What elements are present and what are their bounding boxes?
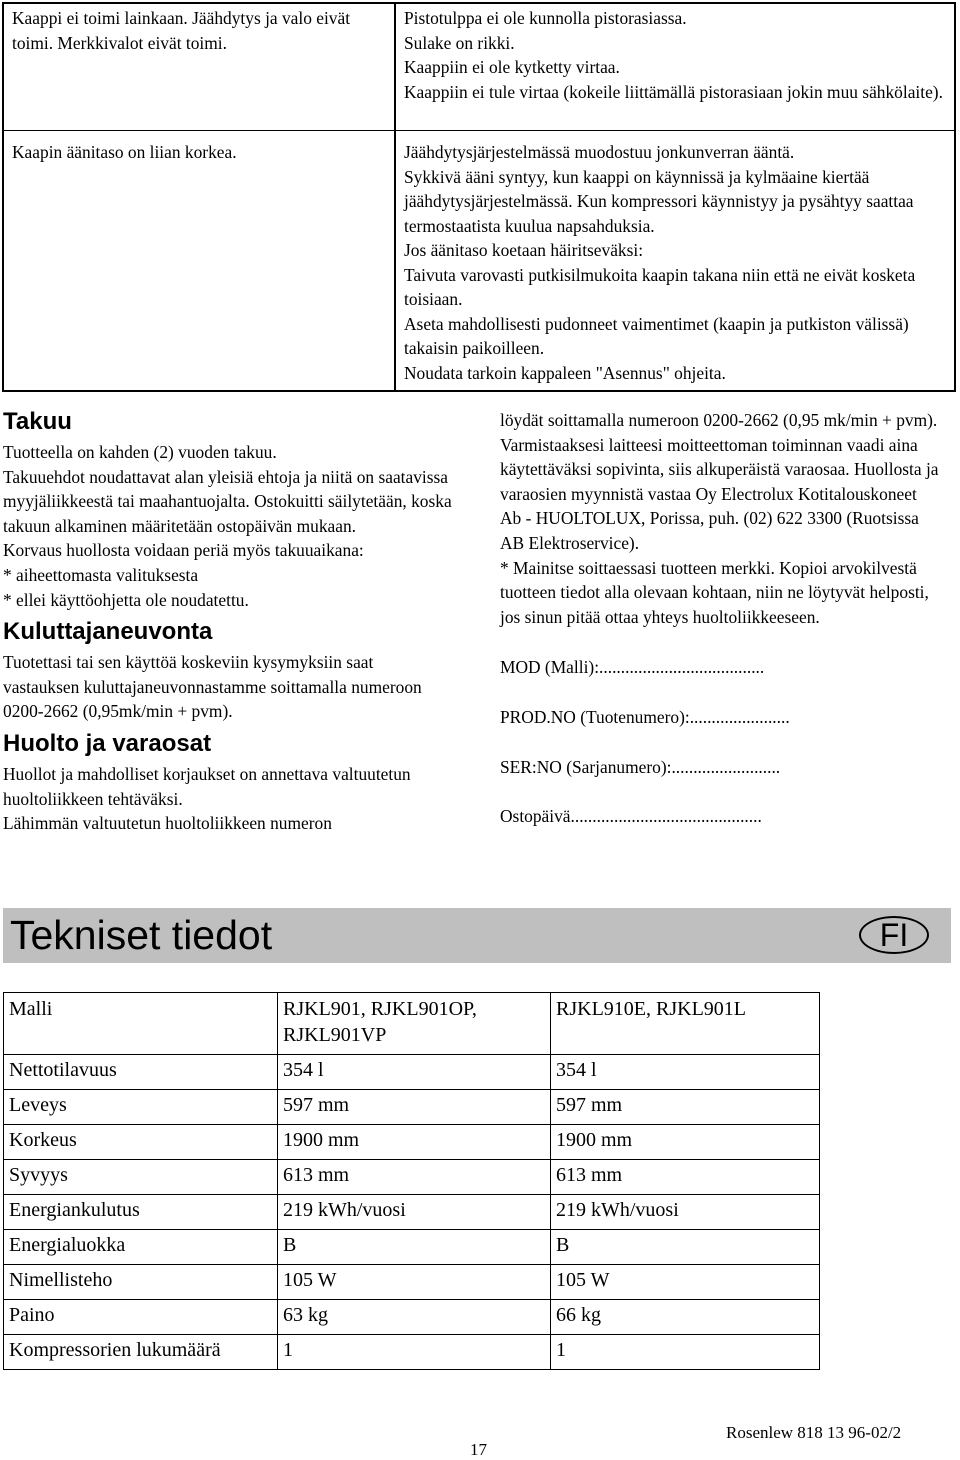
fix-item: Sykkivä ääni syntyy, kun kaappi on käynnissä ja kylmäaine kiertää jäähdytysjärjestelmässä. Kun kompressori käynnistyy ja pysähtyy saattaa termostaatista kuulua napsahduksia. (404, 166, 914, 236)
takuu-bullet: * aiheettomasta valituksesta (3, 564, 199, 585)
table-row (4, 1230, 820, 1265)
takuu-bullet: * ellei käyttöohjetta ole noudatettu. (3, 589, 249, 610)
takuu-paragraph: Korvaus huollosta voidaan periä myös takuuaikana: (3, 540, 364, 561)
spec-value: 597 mm (551, 1090, 820, 1125)
spec-value: 354 l (278, 1055, 551, 1090)
document-code: Rosenlew 818 13 96-02/2 (726, 1423, 902, 1442)
spec-label: Kompressorien lukumäärä (4, 1335, 278, 1370)
technical-data-bar (3, 908, 951, 963)
fix-item: Aseta mahdollisesti pudonneet vaimentimet (kaapin ja putkiston välissä) takaisin paikoilleen. (404, 313, 909, 358)
table-row (4, 1055, 820, 1090)
problem-no-power: Kaappi ei toimi lainkaan. Jäähdytys ja valo eivät toimi. Merkkivalot eivät toimi. (12, 8, 351, 53)
left-column (3, 408, 453, 836)
kuluttajaneuvonta-heading: Kuluttajaneuvonta (3, 618, 213, 646)
spec-label: Nettotilavuus (4, 1055, 278, 1090)
table-row-divider (4, 130, 954, 131)
language-badge: FI (859, 916, 929, 954)
spec-value: 1 (551, 1335, 820, 1370)
page-number: 17 (470, 1440, 487, 1459)
fix-list-no-power (404, 6, 952, 104)
problem-noise: Kaapin äänitaso on liian korkea. (12, 142, 237, 162)
spec-value: 219 kWh/vuosi (278, 1195, 551, 1230)
spec-table (3, 992, 820, 1370)
huolto-paragraph: Huollot ja mahdolliset korjaukset on annettava valtuutetun huoltoliikkeen tehtäväksi. (3, 763, 411, 809)
fix-item: Noudata tarkoin kappaleen "Asennus" ohjeita. (404, 362, 726, 383)
model-field: MOD (Malli):...................................... (500, 657, 765, 678)
fix-list-noise (404, 140, 952, 385)
fix-item: Jos äänitaso koetaan häiritseväksi: (404, 240, 644, 260)
table-row (4, 1195, 820, 1230)
table-row (4, 1265, 820, 1300)
spec-value: 63 kg (278, 1300, 551, 1335)
service-paragraph: Varmistaaksesi laitteesi moitteettoman toiminnan vaadi aina käytettäväksi sopivinta, siis alkuperäistä varaosaa. Huollosta ja varaosien myynnistä vastaa Oy Electrolux Kotitalouskoneet Ab - HUOLTOLUX, Porissa, puh. (02) 622 3300 (Ruotsissa AB Elektroservice). (500, 434, 939, 553)
spec-label: Energialuokka (4, 1230, 278, 1265)
spec-label: Korkeus (4, 1125, 278, 1160)
spec-value: 613 mm (278, 1160, 551, 1195)
troubleshooting-table (2, 2, 956, 392)
spec-label: Leveys (4, 1090, 278, 1125)
technical-data-title: Tekniset tiedot (10, 912, 273, 958)
table-row (4, 1300, 820, 1335)
table-row (4, 1335, 820, 1370)
fix-item: Kaappiin ei tule virtaa (kokeile liittämällä pistorasiaan jokin muu sähkölaite). (404, 81, 943, 102)
spec-header-cell: Malli (4, 993, 278, 1055)
spec-label: Paino (4, 1300, 278, 1335)
spec-value: 105 W (278, 1265, 551, 1300)
table-row (4, 993, 820, 1055)
spec-value: 66 kg (551, 1300, 820, 1335)
spec-label: Syvyys (4, 1160, 278, 1195)
service-paragraph: * Mainitse soittaessasi tuotteen merkki. Kopioi arvokilvestä tuotteen tiedot alla olevaan kohtaan, niin ne löytyvät helposti, jos sinun pitää ottaa yhteys huoltoliikkeeseen. (500, 557, 929, 627)
service-paragraph: löydät soittamalla numeroon 0200-2662 (0,95 mk/min + pvm). (500, 410, 938, 430)
takuu-heading: Takuu (3, 408, 72, 435)
fix-item: Jäähdytysjärjestelmässä muodostuu jonkunverran ääntä. (404, 142, 795, 162)
fix-item: Taivuta varovasti putkisilmukoita kaapin takana niin että ne eivät kosketa toisiaan. (404, 264, 916, 309)
takuu-paragraph: Tuotteella on kahden (2) vuoden takuu. (3, 442, 277, 462)
spec-value: 1900 mm (551, 1125, 820, 1160)
spec-value: 1 (278, 1335, 551, 1370)
huolto-paragraph: Lähimmän valtuutetun huoltoliikkeen numeron (3, 813, 332, 834)
spec-value: 1900 mm (278, 1125, 551, 1160)
table-row (4, 1125, 820, 1160)
huolto-heading: Huolto ja varaosat (3, 729, 212, 757)
purchase-date-field: Ostopäivä............................................ (500, 806, 762, 827)
spec-value: 613 mm (551, 1160, 820, 1195)
spec-label: Nimellisteho (4, 1265, 278, 1300)
table-row (4, 1090, 820, 1125)
spec-header-cell: RJKL901, RJKL901OP, RJKL901VP (278, 993, 551, 1055)
spec-value: 219 kWh/vuosi (551, 1195, 820, 1230)
takuu-paragraph: Takuuehdot noudattavat alan yleisiä ehtoja ja niitä on saatavissa myyjäliikkeestä tai maahantuojalta. Ostokuitti säilytetään, koska takuun alkaminen määritetään ostopäivän mukaan. (3, 466, 452, 536)
right-column (500, 408, 940, 829)
spec-value: 105 W (551, 1265, 820, 1300)
table-divider (394, 4, 396, 390)
fix-item: Pistotulppa ei ole kunnolla pistorasiassa. (404, 8, 687, 28)
product-number-field: PROD.NO (Tuotenumero):....................... (500, 706, 790, 727)
fix-item: Sulake on rikki. (404, 32, 515, 53)
serial-number-field: SER:NO (Sarjanumero):......................... (500, 756, 781, 777)
spec-value: B (278, 1230, 551, 1265)
kuluttajaneuvonta-text: Tuotettasi tai sen käyttöä koskeviin kysymyksiin saat vastauksen kuluttajaneuvonnastamme soittamalla numeroon 0200-2662 (0,95mk/min + pvm). (3, 652, 422, 722)
spec-label: Energiankulutus (4, 1195, 278, 1230)
spec-value: 354 l (551, 1055, 820, 1090)
spec-value: 597 mm (278, 1090, 551, 1125)
table-row (4, 1160, 820, 1195)
spec-header-cell: RJKL910E, RJKL901L (551, 993, 820, 1055)
spec-value: B (551, 1230, 820, 1265)
fix-item: Kaappiin ei ole kytketty virtaa. (404, 57, 620, 77)
